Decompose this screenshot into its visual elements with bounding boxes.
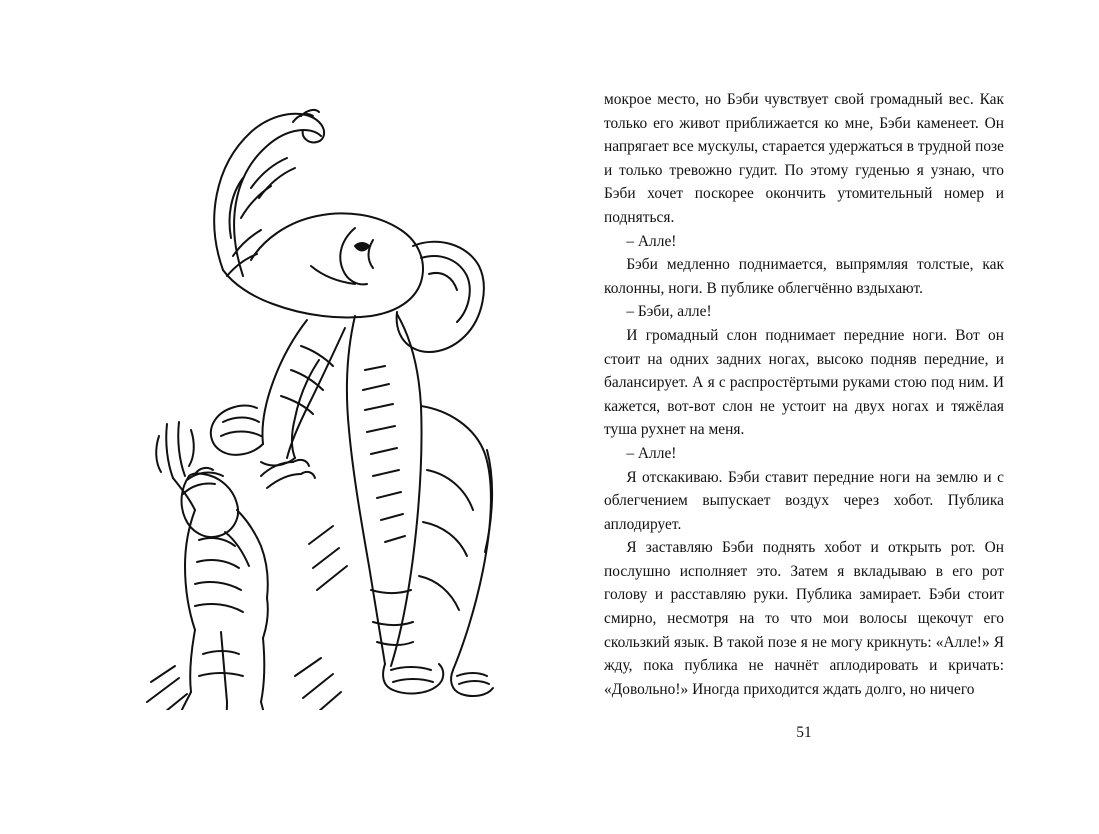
paragraph: мокрое место, но Бэби чувствует свой громадный вес. Как только его живот приближается ко мне, Бэби каменеет. Он напрягает все мускулы, старается удержаться в трудной позе и только тревожно гудит. По этому гуденью я узнаю, что Бэби хочет поскорее окончить утомительный номер и подняться. <box>604 91 1004 226</box>
paragraph: – Алле! <box>626 444 677 462</box>
body-text-column <box>604 88 1004 741</box>
paragraph: – Алле! <box>626 232 677 250</box>
paragraph: И громадный слон поднимает передние ноги. Вот он стоит на одних задних ногах, высоко подняв передние, и балансирует. А я с распростёртыми руками стою под ним. И кажется, вот-вот слон не устоит на двух ногах и тяжёлая туша рухнет на меня. <box>604 326 1004 439</box>
left-page <box>0 0 549 834</box>
paragraph: Я заставляю Бэби поднять хобот и открыть рот. Он послушно исполняет это. Затем я вкладываю в его рот голову и расставляю руки. Публика замирает. Бэби стоит смирно, несмотря на то что мои волосы щекочут его скользкий язык. В такой позе я не могу крикнуть: «Алле!» Я жду, пока публика не начнёт аплодировать и кричать: «Довольно!» Иногда приходится ждать долго, но ничего <box>604 539 1004 698</box>
elephant-and-boy-illustration <box>55 70 495 710</box>
paragraph: Бэби медленно поднимается, выпрямляя толстые, как колонны, ноги. В публике облегчённо вздыхают. <box>604 256 1004 297</box>
paragraph: – Бэби, алле! <box>626 303 712 321</box>
right-page <box>549 0 1099 834</box>
page-number: 51 <box>796 724 812 741</box>
paragraph: Я отскакиваю. Бэби ставит передние ноги на землю и с облегчением выпускает воздух через хобот. Публика аплодирует. <box>604 468 1004 533</box>
